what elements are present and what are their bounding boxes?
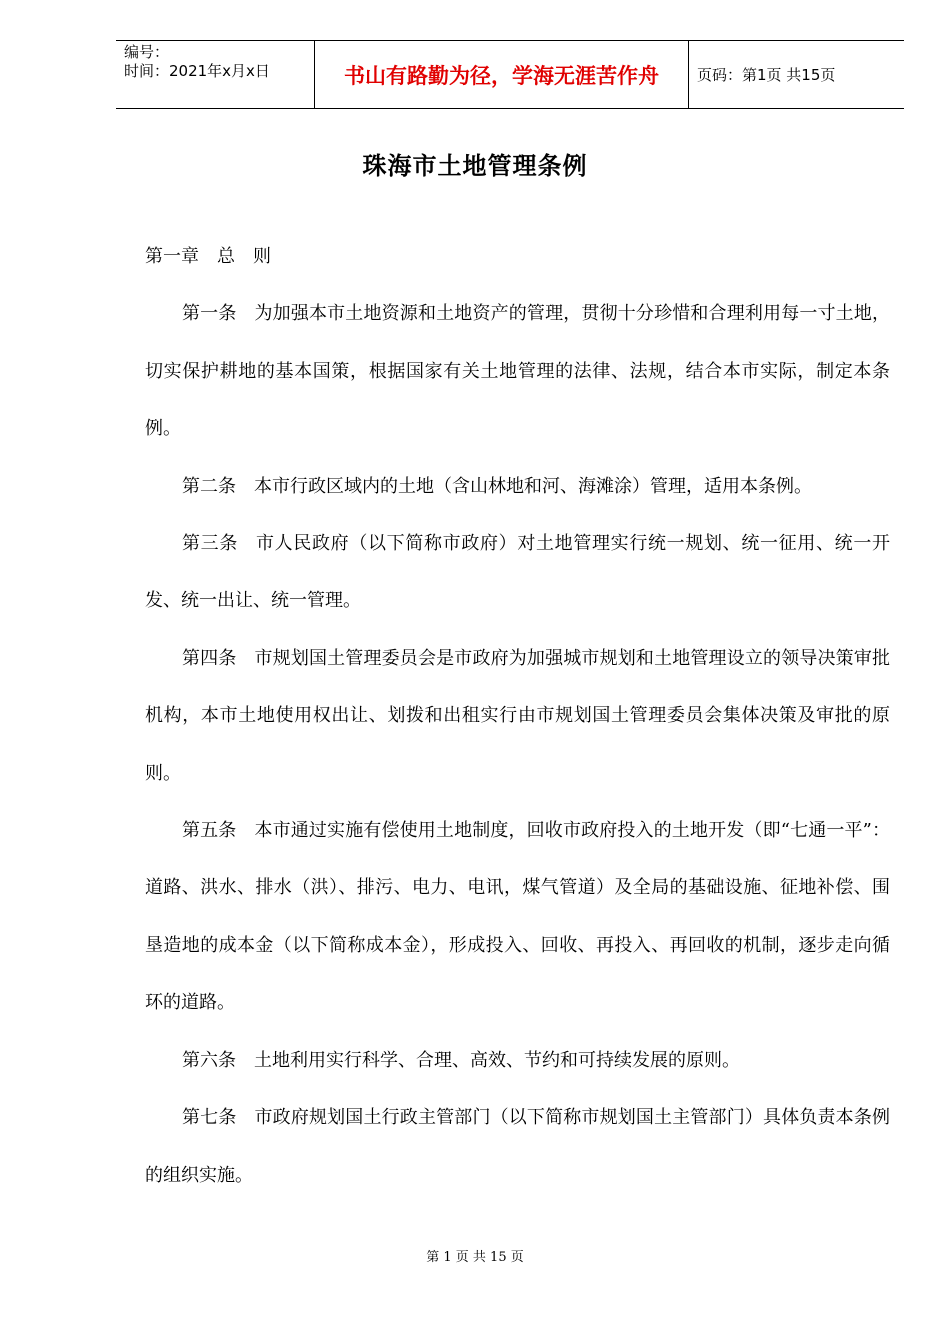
article-2 [145, 458, 890, 515]
article-label: 第二条 [182, 475, 236, 497]
header-motto: 书山有路勤为径，学海无涯苦作舟 [315, 41, 689, 108]
article-3 [145, 515, 890, 630]
article-label: 第六条 [182, 1049, 236, 1071]
article-label: 第三条 [182, 533, 238, 555]
chapter-heading: 第一章 总 则 [145, 246, 271, 267]
article-text: 土地利用实行科学、合理、高效、节约和可持续发展的原则。 [254, 1049, 740, 1071]
article-text: 为加强本市土地资源和土地资产的管理，贯彻十分珍惜和合理利用每一寸土地，切实保护耕地的基本国策，根据国家有关土地管理的法律、法规，结合本市实际，制定本条例。 [145, 303, 891, 440]
document-body [145, 228, 890, 1204]
document-title: 珠海市土地管理条例 [362, 151, 588, 180]
article-label: 第七条 [182, 1107, 237, 1129]
article-label: 第一条 [182, 303, 237, 325]
article-7 [145, 1089, 890, 1204]
serial-label: 编号： [124, 43, 170, 61]
article-4 [145, 630, 890, 802]
header-meta [116, 41, 315, 108]
article-label: 第五条 [182, 820, 237, 842]
article-5 [145, 802, 890, 1032]
header-page-info: 页码：第1页 共15页 [697, 66, 836, 84]
article-text: 本市行政区域内的土地（含山林地和河、海滩涂）管理，适用本条例。 [254, 475, 812, 497]
time-label: 时间：2021年x月x日 [124, 62, 270, 80]
article-6 [145, 1032, 890, 1089]
document-header [116, 40, 904, 109]
article-text: 市人民政府（以下简称市政府）对土地管理实行统一规划、统一征用、统一开发、统一出让、统一管理。 [145, 533, 890, 612]
page-footer: 第 1 页 共 15 页 [426, 1250, 524, 1265]
article-label: 第四条 [182, 647, 237, 669]
article-1 [145, 285, 890, 457]
article-text: 市政府规划国土行政主管部门（以下简称市规划国土主管部门）具体负责本条例的组织实施。 [145, 1107, 891, 1186]
article-text: 本市通过实施有偿使用土地制度，回收市政府投入的土地开发（即“七通一平”：道路、洪水、排水（洪）、排污、电力、电讯，煤气管道）及全局的基础设施、征地补偿、围垦造地的成本金（以下简称成本金），形成投入、回收、再投入、再回收的机制，逐步走向循环的道路。 [145, 820, 891, 1014]
article-text: 市规划国土管理委员会是市政府为加强城市规划和土地管理设立的领导决策审批机构，本市土地使用权出让、划拨和出租实行由市规划国土管理委员会集体决策及审批的原则。 [145, 647, 891, 784]
